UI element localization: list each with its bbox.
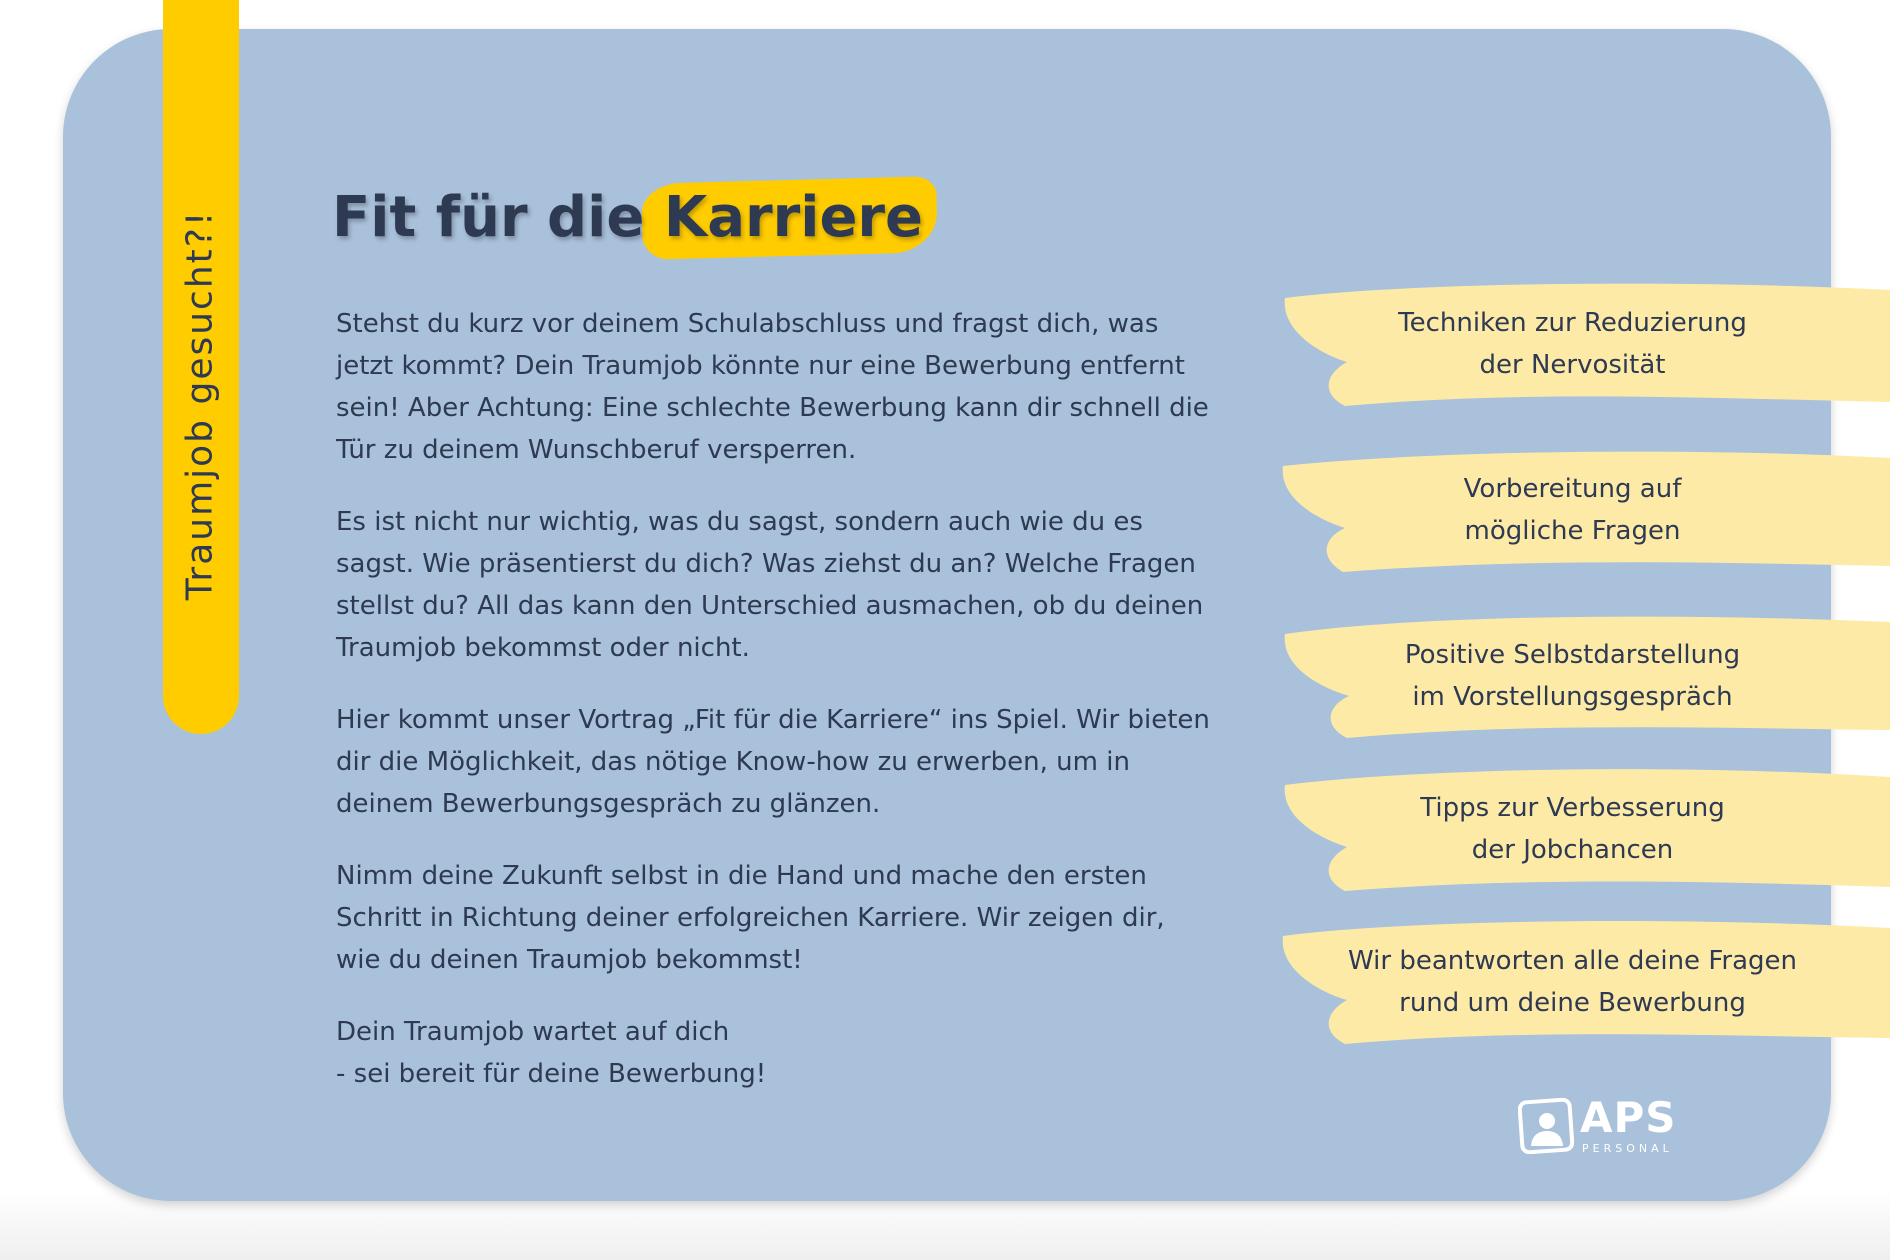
aps-personal-logo	[1518, 1093, 1678, 1156]
feature-list	[1275, 0, 1890, 1260]
feature-item	[1275, 920, 1890, 1044]
page-title-highlight	[664, 178, 923, 258]
logo-subtitle: PERSONAL	[1582, 1142, 1673, 1155]
feature-item	[1275, 767, 1890, 891]
paragraph-3: Hier kommt unser Vortrag „Fit für die Karriere“ ins Spiel. Wir bieten dir die Möglichkeit, das nötige Know-how zu erwerben, um in deinem Bewerbungsgespräch zu glänzen.	[336, 705, 1210, 819]
person-frame-icon	[1518, 1098, 1574, 1154]
closing-paragraph	[336, 1011, 1216, 1095]
intro-text	[336, 303, 1216, 1125]
paragraph-4: Nimm deine Zukunft selbst in die Hand und mache den ersten Schritt in Richtung deiner erfolgreichen Karriere. Wir zeigen dir, wie du deinen Traumjob bekommst!	[336, 861, 1165, 975]
page-title-part: Fit für die	[332, 185, 664, 250]
page-title	[332, 178, 923, 258]
closing-line-1: Dein Traumjob wartet auf dich	[336, 1017, 730, 1047]
feature-label: Techniken zur Reduzierung der Nervosität	[1398, 308, 1747, 380]
feature-label: Tipps zur Verbesserung der Jobchancen	[1420, 793, 1725, 865]
feature-label: Vorbereitung auf mögliche Fragen	[1463, 474, 1682, 546]
feature-label: Wir beantworten alle deine Fragen rund um deine Bewerbung	[1348, 946, 1797, 1018]
paragraph-1: Stehst du kurz vor deinem Schulabschluss und fragst dich, was jetzt kommt? Dein Traumjob könnte nur eine Bewerbung entfernt sein! Aber Achtung: Eine schlechte Bewerbung kann dir schnell die Tür zu deinem Wunschberuf versperren.	[336, 309, 1209, 465]
side-tab-label: Traumjob gesucht?!	[179, 209, 221, 601]
paragraph-2: Es ist nicht nur wichtig, was du sagst, sondern auch wie du es sagst. Wie präsentierst du dich? Was ziehst du an? Welche Fragen stellst du? All das kann den Unterschied ausmachen, ob du deinen Traumjob bekommst oder nicht.	[336, 507, 1204, 663]
feature-item	[1275, 282, 1890, 406]
closing-line-2: - sei bereit für deine Bewerbung!	[336, 1059, 767, 1089]
feature-label: Positive Selbstdarstellung im Vorstellungsgespräch	[1404, 640, 1741, 712]
page-title-highlight-text: Karriere	[663, 185, 924, 250]
feature-item	[1275, 614, 1890, 738]
logo-wordmark: APS	[1580, 1093, 1677, 1142]
feature-item	[1275, 448, 1890, 572]
